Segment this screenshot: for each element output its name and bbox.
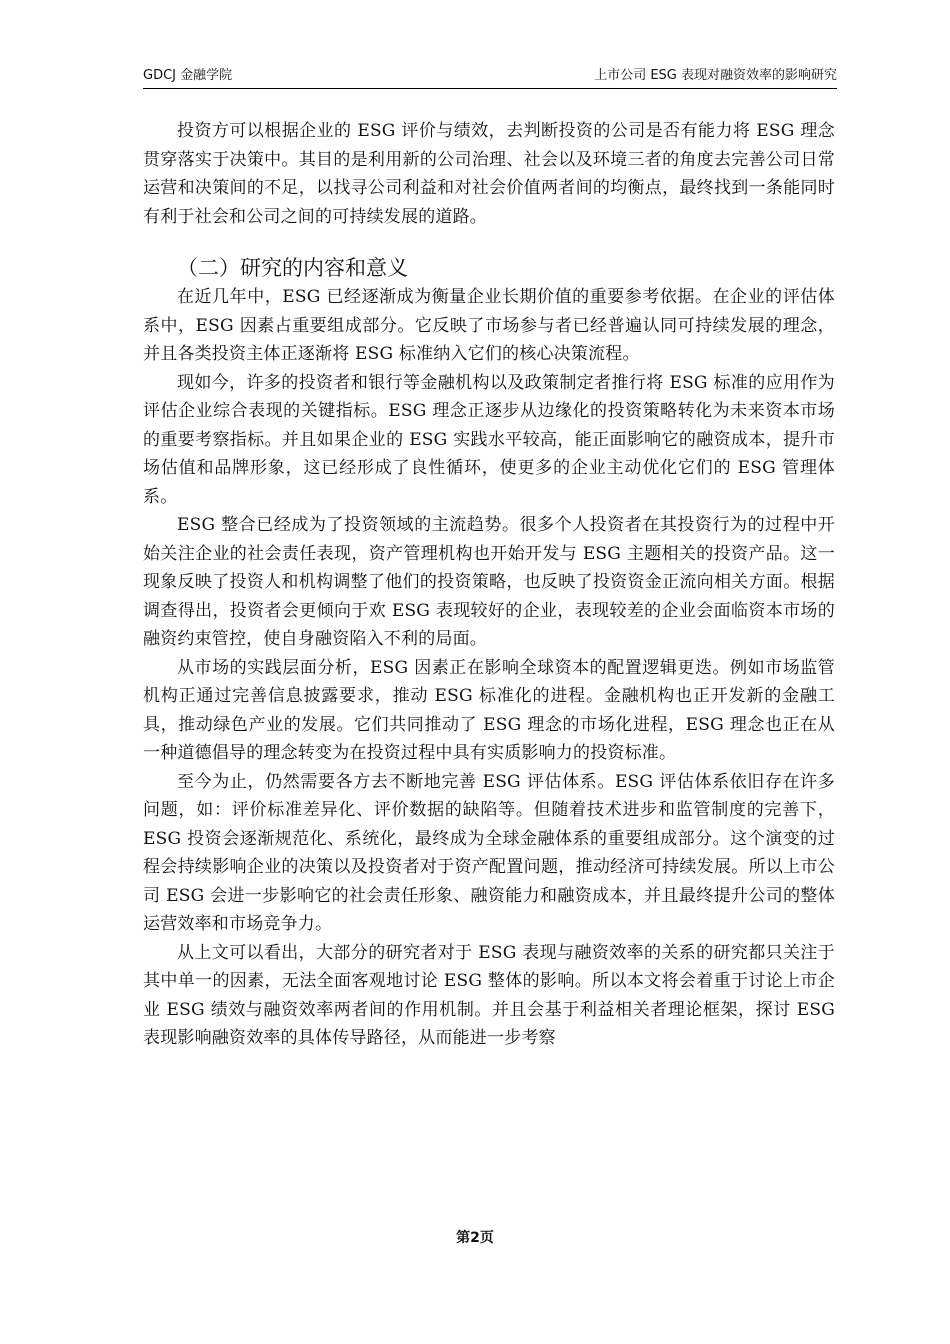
body-paragraph: 从上文可以看出，大部分的研究者对于 ESG 表现与融资效率的关系的研究都只关注于其中单一的因素，无法全面客观地讨论 ESG 整体的影响。所以本文将会着重于讨论上市企业 ESG 绩效与融资效率两者间的作用机制。并且会基于利益相关者理论框架，探讨 ESG 表现影响融资效率的具体传导路径，从而能进一步考察 (143, 942, 835, 1048)
page-number: 第2页 (456, 1230, 494, 1246)
body-text (143, 117, 835, 1053)
body-paragraph: 在近几年中，ESG 已经逐渐成为衡量企业长期价值的重要参考依据。在企业的评估体系中，ESG 因素占重要组成部分。它反映了市场参与者已经普遍认同可持续发展的理念，并且各类投资主体正逐渐将 ESG 标准纳入它们的核心决策流程。 (143, 287, 835, 364)
page-header (143, 66, 837, 89)
body-paragraph: 现如今，许多的投资者和银行等金融机构以及政策制定者推行将 ESG 标准的应用作为评估企业综合表现的关键指标。ESG 理念正逐步从边缘化的投资策略转化为未来资本市场的重要考察指标。并且如果企业的 ESG 实践水平较高，能正面影响它的融资成本，提升市场估值和品牌形象，这已经形成了良性循环，使更多的企业主动优化它们的 ESG 管理体系。 (143, 372, 835, 507)
header-institution: GDCJ 金融学院 (143, 68, 233, 83)
header-thesis-title: 上市公司 ESG 表现对融资效率的影响研究 (594, 68, 837, 83)
section-heading: （二）研究的内容和意义 (177, 256, 408, 280)
body-paragraph: 从市场的实践层面分析，ESG 因素正在影响全球资本的配置逻辑更迭。例如市场监管机构正通过完善信息披露要求，推动 ESG 标准化的进程。金融机构也正开发新的金融工具，推动绿色产业的发展。它们共同推动了 ESG 理念的市场化进程，ESG 理念也正在从一种道德倡导的理念转变为在投资过程中具有实质影响力的投资标准。 (143, 657, 835, 763)
body-paragraph: ESG 整合已经成为了投资领域的主流趋势。很多个人投资者在其投资行为的过程中开始关注企业的社会责任表现，资产管理机构也开始开发与 ESG 主题相关的投资产品。这一现象反映了投资人和机构调整了他们的投资策略，也反映了投资资金正流向相关方面。根据调查得出，投资者会更倾向于欢 ESG 表现较好的企业，表现较差的企业会面临资本市场的融资约束管控，使自身融资陷入不利的局面。 (143, 515, 835, 649)
body-paragraph: 至今为止，仍然需要各方去不断地完善 ESG 评估体系。ESG 评估体系依旧存在许多问题，如：评价标准差异化、评价数据的缺陷等。但随着技术进步和监管制度的完善下，ESG 投资会逐渐规范化、系统化，最终成为全球金融体系的重要组成部分。这个演变的过程会持续影响企业的决策以及投资者对于资产配置问题，推动经济可持续发展。所以上市公司 ESG 会进一步影响它的社会责任形象、融资能力和融资成本，并且最终提升公司的整体运营效率和市场竞争力。 (143, 771, 835, 934)
intro-paragraph: 投资方可以根据企业的 ESG 评价与绩效，去判断投资的公司是否有能力将 ESG 理念贯穿落实于决策中。其目的是利用新的公司治理、社会以及环境三者的角度去完善公司日常运营和决策间的不足，以找寻公司利益和对社会价值两者间的均衡点，最终找到一条能同时有利于社会和公司之间的可持续发展的道路。 (143, 121, 835, 227)
